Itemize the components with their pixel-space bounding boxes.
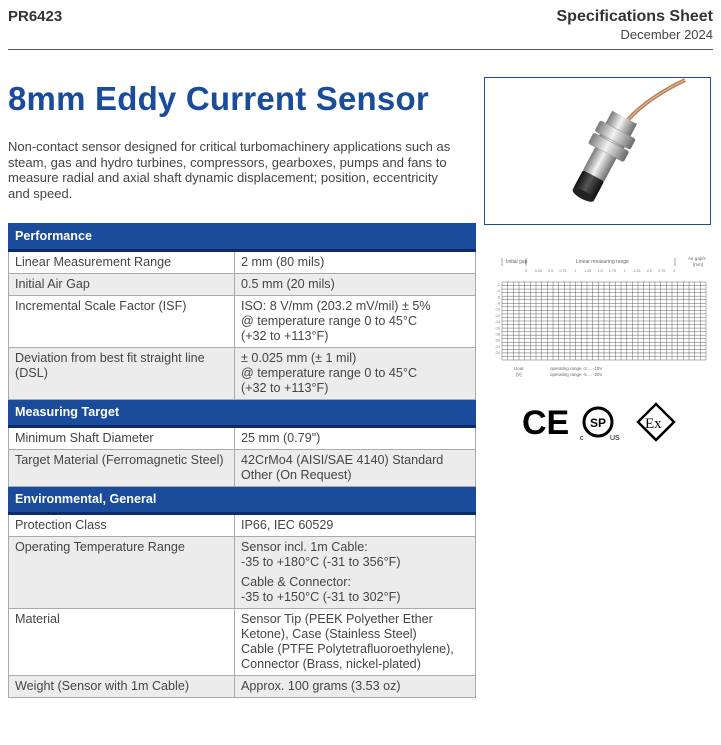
footnote: operating range -5 ... -20V (550, 372, 603, 377)
spec-label: Linear Measurement Range (9, 251, 235, 274)
spec-label: Operating Temperature Range (9, 537, 235, 609)
y-tick-label: -16 (494, 326, 500, 331)
y-tick-label: -14 (494, 320, 500, 325)
spec-value: Sensor Tip (PEEK Polyether Ether Ketone), Case (Stainless Steel) Cable (PTFE Polytetrafluoroethylene), Connector (Brass, nickel-plated) (235, 609, 476, 676)
csa-mark-icon (580, 408, 620, 442)
spec-value: Approx. 100 grams (3.53 oz) (235, 676, 476, 698)
certification-marks (520, 402, 680, 444)
spec-row (9, 450, 476, 487)
x-tick-label: 2.75 (658, 269, 666, 273)
y-ticks (495, 283, 500, 355)
x-ticks (525, 269, 675, 273)
section-header (9, 487, 476, 514)
sheet-date: December 2024 (620, 27, 713, 42)
x-tick-label: 0.75 (559, 269, 567, 273)
spec-label: Weight (Sensor with 1m Cable) (9, 676, 235, 698)
y-tick-label: -2 (496, 283, 500, 287)
doc-id: PR6423 (8, 8, 63, 25)
y-tick-label: -4 (496, 289, 500, 294)
footnote: operating range -2 ... -18V (550, 366, 603, 371)
x-tick-label: 0 (525, 269, 527, 273)
product-description: Non-contact sensor designed for critical turbomachinery applications such as steam, gas and hydro turbines, compressors, gearboxes, pumps and fans to measure radial and axial shaft dynamic displacement; position, eccentricity and speed. (8, 139, 451, 201)
product-photo (484, 77, 711, 225)
spec-row (9, 537, 476, 609)
svg-text:SP: SP (590, 416, 607, 430)
section-header (9, 224, 476, 251)
spec-table (8, 223, 476, 698)
spec-value: 2 mm (80 mils) (235, 251, 476, 274)
x-tick-label: 3 (673, 269, 675, 273)
page-title: 8mm Eddy Current Sensor (8, 80, 429, 117)
y-tick-label: -20 (494, 338, 500, 343)
spec-value: 25 mm (0.79") (235, 427, 476, 450)
spec-row (9, 676, 476, 698)
spec-label: Minimum Shaft Diameter (9, 427, 235, 450)
spec-row (9, 251, 476, 274)
x-tick-label: 2 (623, 269, 626, 273)
spec-value: ISO: 8 V/mm (203.2 mV/mil) ± 5% @ temperature range 0 to 45°C (+32 to +113°F) (235, 296, 476, 348)
spec-value-line: Sensor incl. 1m Cable: -35 to +180°C (-31 to 356°F) (241, 540, 401, 569)
spec-value: IP66, IEC 60529 (235, 514, 476, 537)
spec-value: 0.5 mm (20 mils) (235, 274, 476, 296)
spec-label: Material (9, 609, 235, 676)
spec-label: Initial Air Gap (9, 274, 235, 296)
measuring-range-chart (484, 250, 714, 380)
spec-value (235, 537, 476, 609)
sensor-image (485, 78, 711, 225)
y-tick-label: -24 (494, 351, 500, 355)
spec-row (9, 609, 476, 676)
x-tick-label: 0.25 (534, 269, 542, 273)
y-tick-label: -8 (496, 301, 500, 306)
spec-value-line: Cable & Connector: -35 to +150°C (-31 to 302°F) (241, 575, 401, 604)
x-tick-label: 1.25 (584, 269, 592, 273)
y-unit2: [V] (516, 372, 522, 377)
header-divider (8, 49, 713, 50)
spec-label: Protection Class (9, 514, 235, 537)
grid-chart (484, 250, 714, 380)
y-tick-label: -12 (494, 313, 500, 318)
section-heading: Measuring Target (9, 400, 476, 427)
spec-value: ± 0.025 mm (± 1 mil) @ temperature range 0 to 45°C (+32 to +113°F) (235, 348, 476, 400)
sheet-title: Specifications Sheet (556, 8, 713, 25)
y-tick-label: -6 (496, 295, 500, 300)
x-tick-label: 2.25 (633, 269, 641, 273)
y-tick-label: -22 (494, 344, 500, 349)
section-heading: Performance (9, 224, 476, 251)
section-heading: Environmental, General (9, 487, 476, 514)
x-tick-label: 1.5 (597, 269, 603, 273)
section-header (9, 400, 476, 427)
airgap-label: Air gap/s (688, 256, 706, 261)
spec-row (9, 427, 476, 450)
initial-gap-label: Initial gap (506, 259, 528, 265)
airgap-unit: [mm] (693, 262, 703, 267)
x-tick-label: 1 (574, 269, 577, 273)
spec-label: Target Material (Ferromagnetic Steel) (9, 450, 235, 487)
x-tick-label: 1.75 (608, 269, 616, 273)
spec-row (9, 274, 476, 296)
linear-range-label: Linear measuring range (576, 259, 629, 265)
spec-label: Incremental Scale Factor (ISF) (9, 296, 235, 348)
spec-row (9, 296, 476, 348)
y-tick-label: -18 (494, 332, 500, 337)
x-tick-label: 0.5 (548, 269, 554, 273)
ce-mark-icon: CE (522, 404, 570, 442)
svg-text:c: c (580, 435, 584, 442)
svg-text:Ex: Ex (645, 416, 662, 432)
spec-value: 42CrMo4 (AISI/SAE 4140) Standard Other (On Request) (235, 450, 476, 487)
spec-label: Deviation from best fit straight line (DSL) (9, 348, 235, 400)
y-unit: Uout (514, 366, 524, 371)
x-tick-label: 2.5 (646, 269, 652, 273)
header-right (557, 8, 714, 42)
ex-mark-icon (638, 404, 674, 440)
svg-text:US: US (610, 435, 620, 442)
spec-row (9, 348, 476, 400)
y-tick-label: -10 (494, 307, 500, 312)
spec-row (9, 514, 476, 537)
grid-lines (502, 282, 706, 360)
